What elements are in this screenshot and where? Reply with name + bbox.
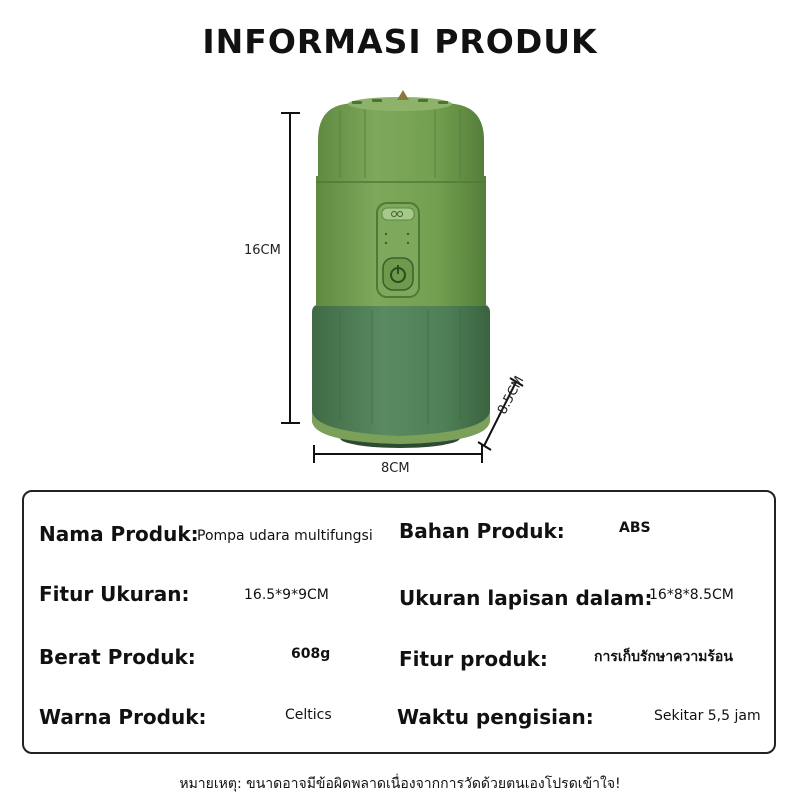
weight-value: 608g	[291, 646, 331, 662]
height-dimension-line	[281, 113, 300, 423]
depth-label: 8.5CM	[495, 373, 528, 418]
inner-size-value: 16*8*8.5CM	[649, 587, 734, 603]
name-label: Nama Produk:	[39, 522, 199, 546]
material-label: Bahan Produk:	[399, 519, 565, 543]
charge-value: Sekitar 5,5 jam	[654, 708, 761, 724]
width-label: 8CM	[381, 461, 410, 476]
size-label: Fitur Ukuran:	[39, 582, 190, 606]
inner-size-label: Ukuran lapisan dalam:	[399, 586, 653, 610]
feature-label: Fitur produk:	[399, 647, 548, 671]
color-label: Warna Produk:	[39, 705, 207, 729]
size-value: 16.5*9*9CM	[244, 587, 329, 603]
page-title: INFORMASI PRODUK	[202, 22, 598, 61]
feature-value: การเก็บรักษาความร้อน	[594, 649, 733, 665]
footnote: หมายเหตุ: ขนาดอาจมีข้อผิดพลาดเนื่องจากการวัดด้วยตนเองโปรดเข้าใจ!	[179, 776, 621, 792]
charge-label: Waktu pengisian:	[397, 705, 594, 729]
color-value: Celtics	[285, 707, 332, 723]
material-value: ABS	[619, 520, 651, 536]
name-value: Pompa udara multifungsi	[197, 528, 373, 544]
height-label: 16CM	[244, 243, 281, 258]
weight-label: Berat Produk:	[39, 645, 196, 669]
